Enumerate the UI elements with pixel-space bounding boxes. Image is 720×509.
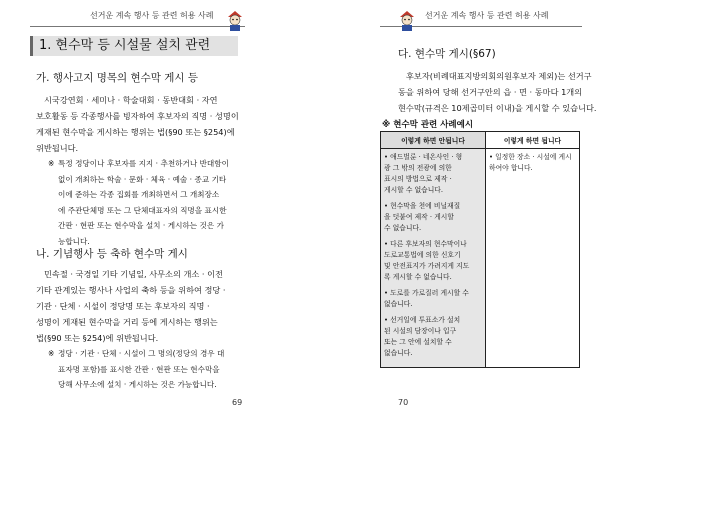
list-item: • 도로를 가로질러 게시할 수 없습니다. <box>384 289 469 308</box>
text-line: 동을 위하여 당해 선거구안의 읍 · 면 · 동마다 1개의 <box>398 87 583 97</box>
text-line: 시국강연회 · 세미나 · 학술대회 · 동반대회 · 자연 <box>44 95 218 105</box>
ok-cell <box>486 149 580 368</box>
cases-title: ※ 현수막 관련 사례예시 <box>382 120 474 130</box>
list-item: • 일정한 장소 · 시설에 게시 하여야 합니다. <box>489 153 572 172</box>
page-header <box>380 8 582 27</box>
note-a <box>48 156 240 249</box>
mascot-icon <box>398 10 416 32</box>
text-line: 에 주관단체명 또는 그 단체대표자의 직명을 표시한 <box>58 205 227 215</box>
header-title: 선거운 계속 행사 등 관련 허용 사례 <box>90 11 214 20</box>
paragraph-a <box>36 92 241 156</box>
text-line: 성명이 게재된 현수막을 거리 등에 게시하는 행위는 <box>36 317 218 327</box>
text-line: 기타 관계있는 행사나 사업의 축하 등을 위하여 정당 · <box>36 285 226 295</box>
note-mark: ※ <box>48 349 55 358</box>
page-number: 70 <box>398 398 409 407</box>
page-number: 69 <box>232 398 243 407</box>
column-header-ok: 이렇게 하면 됩니다 <box>486 132 580 149</box>
text-line: 민속절 · 국경일 기타 기념일, 사무소의 개소 · 이전 <box>44 269 223 279</box>
text-line: 표자명 포함)를 표시한 간판 · 현판 또는 현수막을 <box>58 364 220 374</box>
list-item: • 다른 후보자의 현수막이나 도로교통법에 의한 신호기 및 안전표지가 가려지게 지도 록 게시할 수 없습니다. <box>384 240 470 281</box>
subsection-b-title: 나. 기념행사 등 축하 현수막 게시 <box>36 248 188 260</box>
list-item: • 애드벌룬 · 네온사인 · 형 광 그 밖의 전광에 의한 표시의 방법으로 제작 · 게시할 수 없습니다. <box>384 153 463 194</box>
right-page <box>370 0 720 509</box>
note-b <box>48 346 240 393</box>
cases-table <box>380 131 580 368</box>
text-line: 현수막(규격은 10제곱미터 이내)을 게시할 수 있습니다. <box>398 103 597 113</box>
mascot-icon <box>226 10 244 32</box>
left-page <box>0 0 350 509</box>
section-title: 1. 현수막 등 시설물 설치 관련 <box>30 36 238 56</box>
subsection-title: 다. 현수막 게시(§67) <box>398 48 496 60</box>
paragraph-b <box>36 266 241 346</box>
text-line: 간판 · 현판 또는 현수막을 설치 · 게시하는 것은 가 <box>58 221 224 230</box>
text-line: 후보자(비례대표지방의회의원후보자 제외)는 선거구 <box>406 71 592 81</box>
list-item: • 현수막을 천에 비닐재질 을 덧붙여 제작 · 게시할 수 없습니다. <box>384 202 461 232</box>
text-line: 당해 사무소에 설치 · 게시하는 것은 가능합니다. <box>58 380 217 389</box>
subsection-a-title: 가. 행사고지 명목의 현수막 게시 등 <box>36 72 199 84</box>
text-line: 없이 개최하는 학술 · 문화 · 체육 · 예술 · 종교 기타 <box>58 174 227 184</box>
text-line: 위반됩니다. <box>36 143 79 153</box>
text-line: 보호활동 등 각종행사를 빙자하여 후보자의 직명 · 성명이 <box>36 111 239 121</box>
page-header <box>30 8 245 27</box>
header-title: 선거운 계속 행사 등 관련 허용 사례 <box>425 11 549 20</box>
list-item: • 선거일에 투표소가 설치 된 시설의 담장이나 입구 또는 그 안에 설치할 수 없습니다. <box>384 316 461 357</box>
text-line: 특정 정당이나 후보자를 지지 · 추천하거나 반대함이 <box>58 159 229 168</box>
text-line: 게재된 현수막을 게시하는 행위는 법(§90 또는 §254)에 <box>36 127 235 137</box>
dont-cell <box>381 149 486 368</box>
text-line: 기관 · 단체 · 시설이 정당명 또는 후보자의 직명 · <box>36 301 210 311</box>
text-line: 능합니다. <box>58 236 90 246</box>
paragraph <box>398 68 600 116</box>
text-line: 정당 · 기관 · 단체 · 시설이 그 명의(정당의 경우 대 <box>58 349 225 358</box>
note-mark: ※ <box>48 159 55 168</box>
column-header-dont: 이렇게 하면 안됩니다 <box>381 132 486 149</box>
text-line: 법(§90 또는 §254)에 위반됩니다. <box>36 333 159 343</box>
text-line: 이에 준하는 각종 집회를 개최하면서 그 개최장소 <box>58 190 220 199</box>
